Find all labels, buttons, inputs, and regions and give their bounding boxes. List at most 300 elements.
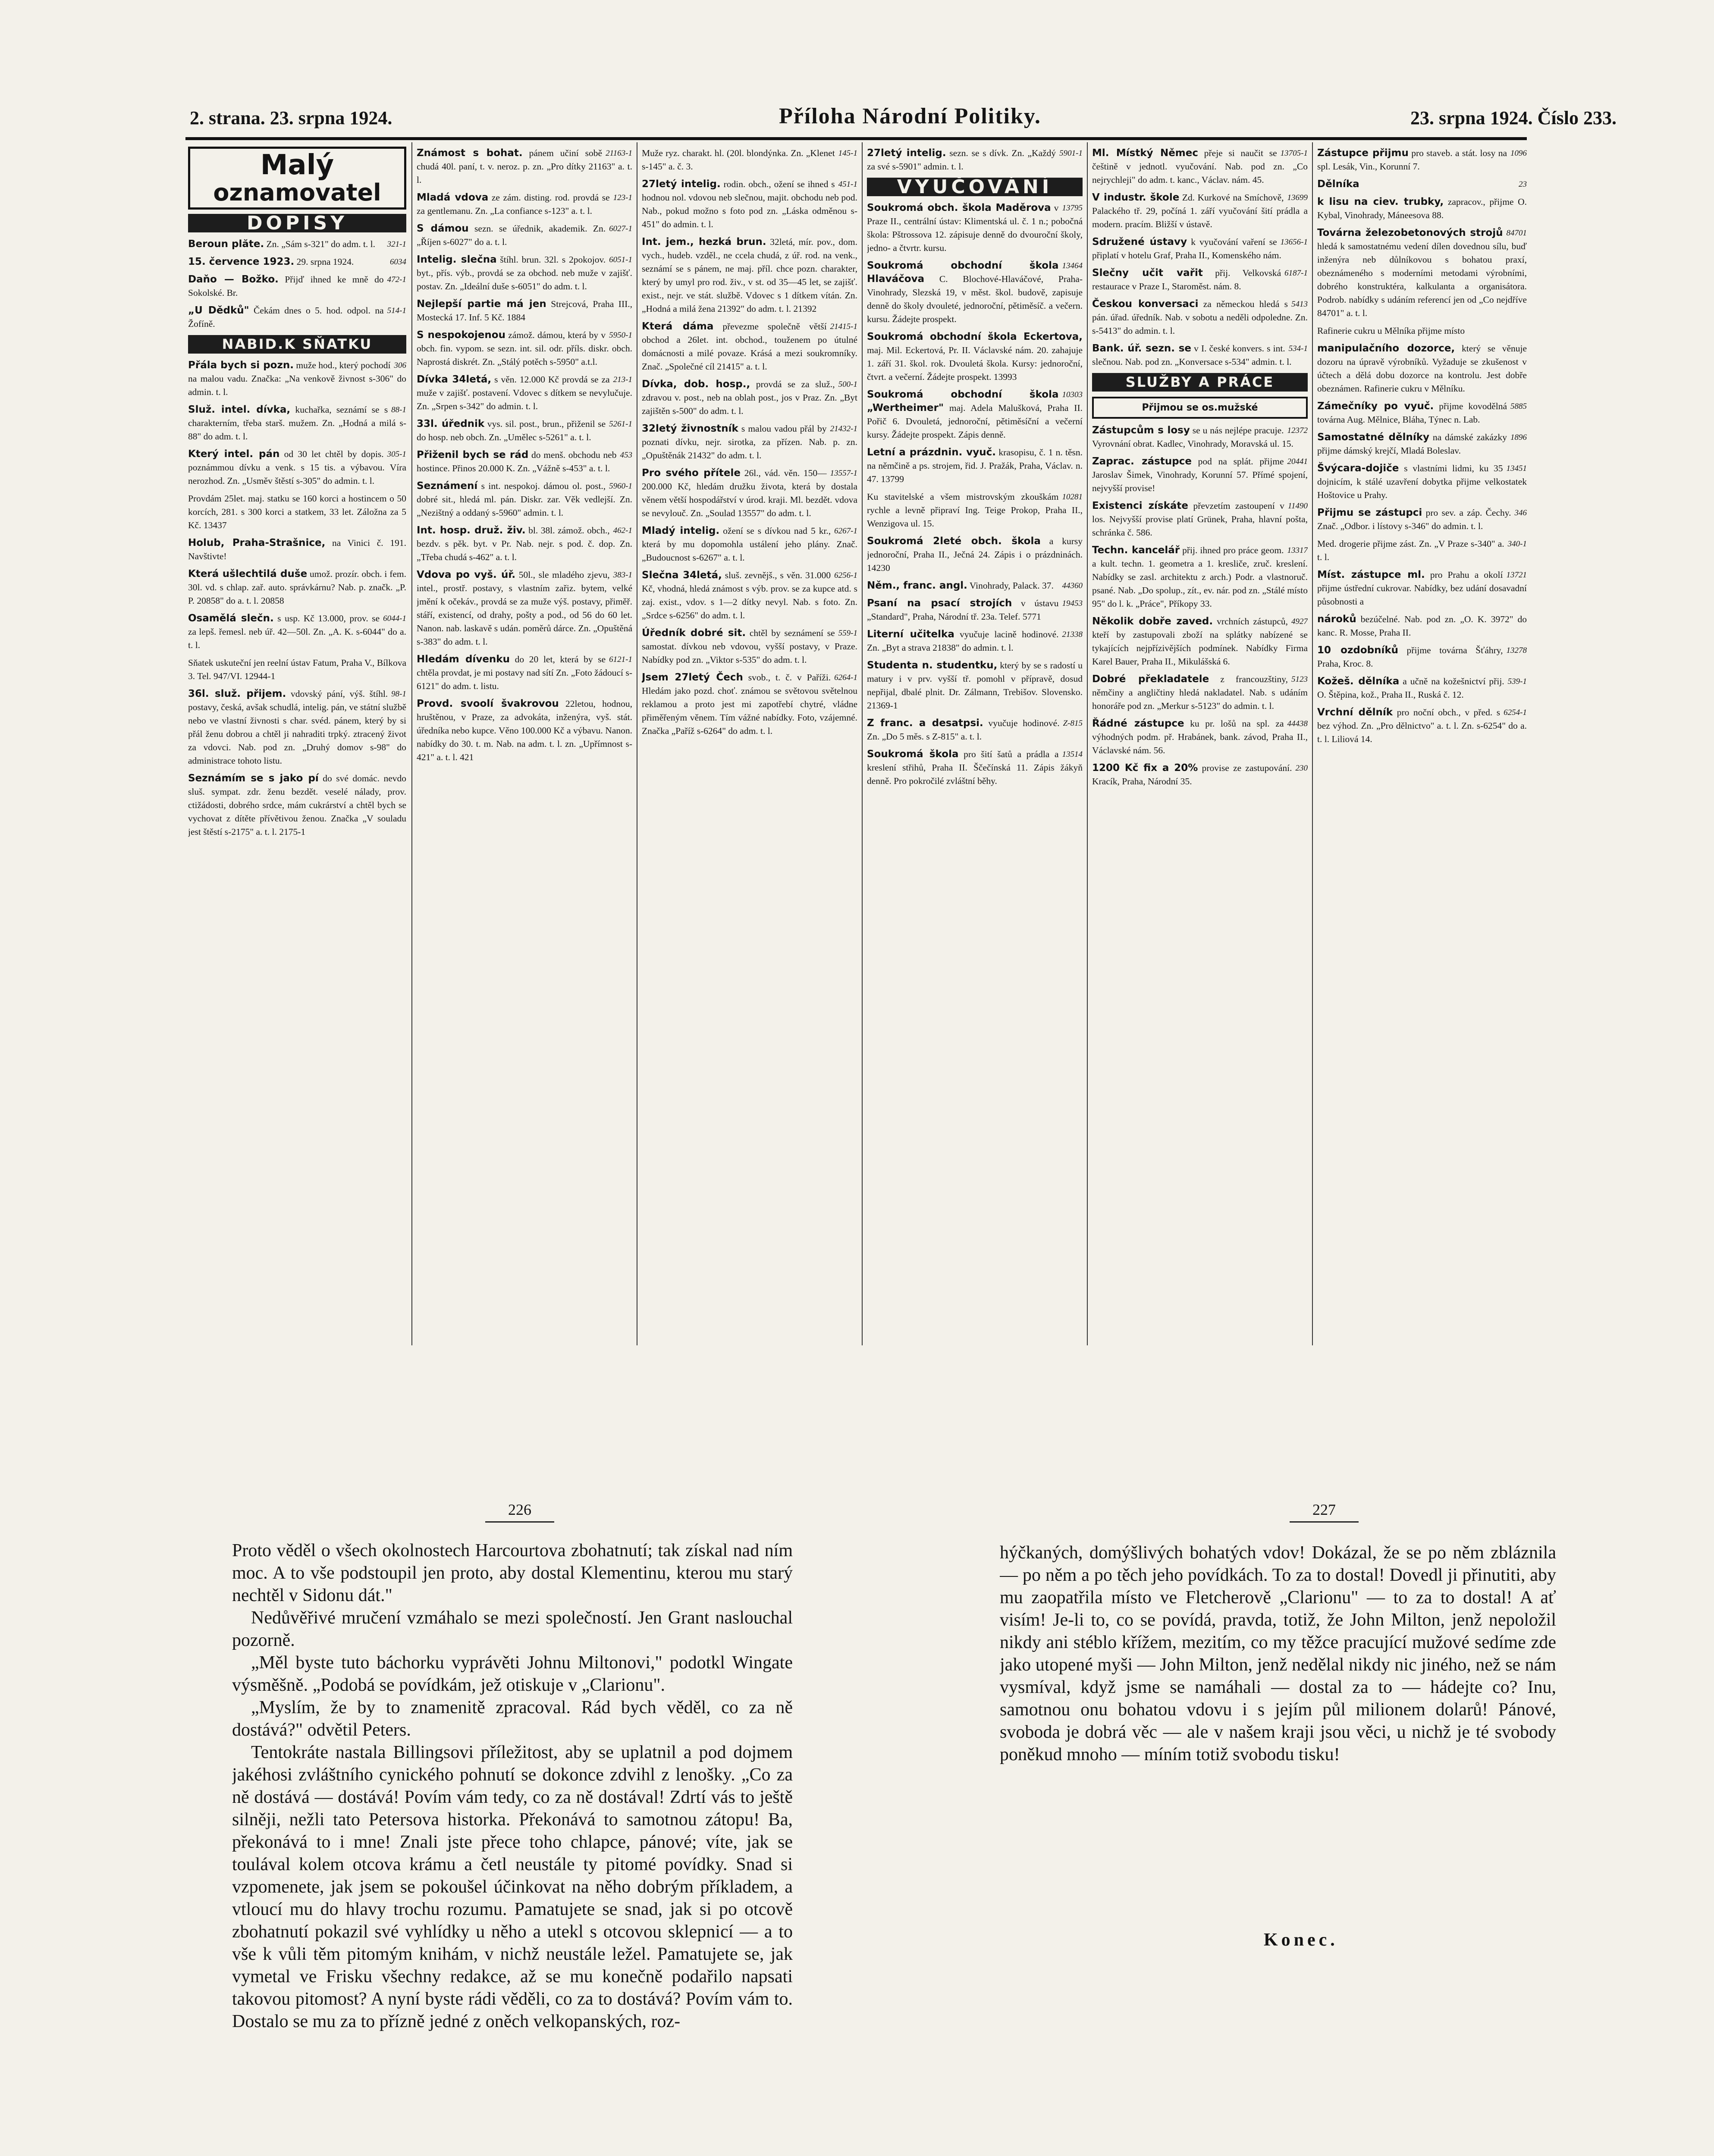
section-heading-vyucovani: VYUČOVÁNÍ — [867, 178, 1083, 196]
classified-ad — [1317, 195, 1527, 222]
ad-code: 383-1 — [613, 570, 632, 580]
ad-text: přijme kovodělná továrna Aug. Mělnice, Bláha, Týnec n. Lab. — [1317, 401, 1507, 425]
ad-heading: Literní učitelka — [867, 629, 954, 640]
logo-line-2: oznamovatel — [213, 179, 381, 206]
ad-heading: Sdružené ústavy — [1092, 236, 1187, 248]
ad-heading: Míst. zástupce ml. — [1317, 569, 1425, 580]
ad-code: Z-815 — [1063, 719, 1083, 728]
classifieds-column-2 — [417, 147, 632, 1345]
ad-list-col4 — [867, 201, 1083, 788]
classifieds-column-1 — [188, 147, 406, 1345]
ad-code: 5261-1 — [609, 420, 632, 429]
ad-text: s věn. 12.000 Kč provdá se za muže v zajišť. postavení. Vdovec s dítkem se nevylučuje. Zn. „Srpen s-342" do admin. t. l. — [417, 374, 632, 411]
ad-heading: Soukromá obchodní škola Eckertova, — [867, 331, 1083, 342]
ad-code: 13656-1 — [1280, 238, 1308, 247]
ad-code: 305-1 — [387, 450, 406, 459]
ad-heading: Úředník dobré sit. — [642, 627, 746, 639]
ad-text: bezúčelné. Nab. pod zn. „O. K. 3972" do kanc. R. Mosse, Praha II. — [1317, 614, 1527, 638]
story-paragraph: „Měl byste tuto báchorku vyprávěti Johnu Miltonovi," podotkl Wingate výsměšně. „Podobá se povídkám, jež otiskuje v „Clarionu". — [232, 1653, 793, 1695]
ad-code: 4927 — [1291, 617, 1308, 626]
ad-text: ožení se s dívkou nad 5 kr., která by mu dopomohla ustálení jeho plány. Znač. „Budoucnost s-6267" a. t. l. — [642, 526, 857, 563]
ad-code: 123-1 — [613, 193, 632, 202]
classified-ad — [642, 378, 857, 418]
classified-ad — [417, 191, 632, 218]
story-paragraph: Nedůvěřivé mručení vzmáhalo se mezi společností. Jen Grant naslouchal pozorně. — [232, 1608, 793, 1650]
classified-ad — [867, 597, 1083, 624]
ad-heading: Ml. Místký Němec — [1092, 147, 1199, 159]
classified-ad — [1092, 298, 1308, 338]
classifieds-column-5 — [1092, 147, 1308, 1345]
ad-code: 13317 — [1287, 546, 1308, 555]
ad-code: 5123 — [1291, 675, 1308, 684]
classified-ad — [867, 259, 1083, 326]
ad-code: 6254-1 — [1504, 708, 1527, 717]
ad-text: Strejcová, Praha III., Mostecká 17. Inf. 5 Kč. 1884 — [417, 299, 632, 323]
ad-heading: „U Dědků" — [188, 305, 249, 316]
classified-ad — [642, 178, 857, 231]
ad-heading: Továrna železobetonových strojů — [1317, 227, 1503, 238]
ad-code: 13451 — [1506, 464, 1527, 473]
ad-text: k vyučování vaření se připlatí v hotelu Graf, Praha II., Komenského nám. — [1092, 237, 1281, 260]
ad-text: provise ze zastupování. Kracík, Praha, Národní 35. — [1092, 763, 1292, 787]
ad-text: z francouzštiny, němčiny a angličtiny hledá nakladatel. Nab. s udáním honoráře pod zn. „Merkur s-5123" do admin. t. l. — [1092, 674, 1308, 711]
classified-ad — [1317, 644, 1527, 671]
classified-ad — [417, 147, 632, 187]
ad-text: přijme továrna Šťáhry, Praha, Kroc. 8. — [1317, 645, 1503, 669]
ad-text: pro sev. a záp. Čechy. Znač. „Odbor. i lístovy s-346" do admin. t. l. — [1317, 508, 1511, 531]
ad-code: 98-1 — [391, 689, 406, 699]
ad-code: 6051-1 — [609, 255, 632, 264]
classified-ad — [188, 567, 406, 608]
ad-heading: Přála bych si pozn. — [188, 360, 294, 371]
ad-heading: Seznámím se s jako pí — [188, 773, 319, 784]
ad-heading: 1200 Kč fix a 20% — [1092, 762, 1198, 774]
ad-code: 21415-1 — [830, 322, 857, 331]
classified-ad — [417, 222, 632, 249]
ad-heading: 10 ozdobníků — [1317, 645, 1399, 656]
ad-heading: Dívka, dob. hosp., — [642, 379, 750, 390]
ad-text: na dámské zakázky přijme dámský krejčí, Mladá Boleslav. — [1317, 432, 1507, 456]
classified-ad — [867, 659, 1083, 712]
classified-ad — [188, 656, 406, 683]
ad-code: 6121-1 — [609, 655, 632, 664]
classified-ad — [1092, 499, 1308, 539]
classified-ad — [1317, 400, 1527, 426]
classified-ad — [867, 579, 1083, 592]
story-paragraph: Tentokráte nastala Billingsovi příležitost, aby se uplatnil a pod dojmem jakéhosi zvláštního cynického pohnutí se dokonce zdvihl z lenošky. „Co za ně dostává — dostává! Povím vám tedy, co za ně dostával! Zdrtí vás to ještě silněji, nežli tato Petersova historka. Překonává to samotnou zátopu! Ba, překonává to i mne! Znali jste přece toho chlapce, pánové; víte, jak se toulával kolem otcova krámu a četl neustále ty pitomé povídky. Snad si vzpomenete, jak jsem se pokoušel účinkovat na něho dobrým příkladem, a vtloucí mu do hlavy trochu rozumu. Pamatujete se snad, jak si po otcově zbohatnutí pokazil své vyhlídky u něho a utekl s otcovou sklepnicí — a to vše k vůli těm pitomým knihám, v nichž neustále ležel. Pamatujete se, jak vymetal ve Frisku všechny redakce, až se mu konečně podařilo napsati takovou pitomost? A nyní byste rádi věděli, co za to dostává? Povím vám to. Dostalo se mu za to přízně jedné z oněch velkopanských, roz- — [232, 1742, 793, 2031]
ad-code: 6027-1 — [609, 224, 632, 233]
ad-code: 20441 — [1287, 457, 1308, 466]
ad-text: s vlastními lidmi, ku 35 dojnicím, k stálé uzavření dobytka přijme velkostatek Hoštovice u Prahy. — [1317, 463, 1527, 500]
classified-ad — [642, 147, 857, 173]
classified-ad — [1092, 544, 1308, 611]
logo-line-1: Malý — [260, 149, 334, 181]
ad-heading: Zámečníky po vyuč. — [1317, 401, 1434, 412]
classified-ad — [417, 524, 632, 564]
ad-heading: Soukromá obchodní škola „Wertheimer" — [867, 389, 1059, 414]
ad-heading: Intelig. slečna — [417, 254, 497, 265]
ad-code: 13464 — [1062, 261, 1083, 270]
ad-text: maj. Adela Malušková, Praha II. Pořič 6. Dvouletá, jednoroční, pětiměsíční a večerní kursy. Žádejte prospekt. Zápis denně. — [867, 403, 1083, 440]
header-right: 23. srpna 1924. Číslo 233. — [1410, 107, 1617, 128]
ad-text: přeje si naučit se češtině v jednotl. vyučování. Nab. pod zn. „Co nejrychleji" do adm. t. kanc., Václav. nám. 45. — [1092, 148, 1308, 185]
ad-code: 44438 — [1287, 719, 1308, 728]
ad-heading: Která ušlechtilá duše — [188, 568, 308, 580]
classified-ad — [1317, 226, 1527, 320]
classified-ad — [1317, 706, 1527, 746]
ad-code: 559-1 — [838, 629, 857, 638]
ad-heading: 33l. úřednik — [417, 418, 485, 429]
section-heading-sluzby: SLUŽBY A PRÁCE — [1092, 373, 1308, 392]
ad-code: 21163-1 — [606, 149, 632, 158]
ad-heading: Samostatné dělníky — [1317, 432, 1430, 443]
ad-text: hledá k samostatnému vedení dílen dovednou sílu, buď inženýra neb důlníkovou s bohatou praxí, obeznámeného s moderními metodami výrobními, dobrého konstruktéra, kalkulanta a organisátora. Podrob. nabídky s udáním referencí jen od „Co nejdříve 84701" a. t. l. — [1317, 241, 1527, 318]
classified-ad — [188, 273, 406, 300]
ad-text: maj. Mil. Eckertová, Pr. II. Václavské nám. 20. zahajuje 1. září 31. škol. rok. Dvouletá škola. Kursy: jednoroční, čtvrt. a večerní. Žádejte prospekt. 13993 — [867, 345, 1083, 382]
column-divider — [411, 142, 412, 1345]
ad-list-col5-a — [1092, 147, 1308, 369]
ad-code: 6267-1 — [834, 526, 857, 536]
ad-code: 6256-1 — [834, 571, 857, 580]
ad-code: 6034 — [390, 257, 406, 266]
ad-code: 453 — [620, 451, 632, 460]
ad-heading: Přiženil bych se rád — [417, 449, 529, 461]
ad-heading: Zástupcům s losy — [1092, 425, 1190, 436]
ad-heading: Slečny učit vařit — [1092, 267, 1203, 279]
classified-ad — [867, 446, 1083, 486]
ad-code: 1896 — [1510, 433, 1527, 442]
ad-text: Zn. „Sám s-321" do adm. t. l. — [266, 239, 376, 249]
story-paragraph: Proto věděl o všech okolnostech Harcourtova zbohatnutí; tak získal nad ním moc. A to vše podstoupil jen proto, aby dostal Klementinu, kterou mu starý nechtěl v Sidonu dát." — [232, 1541, 793, 1605]
ad-code: 13705-1 — [1280, 149, 1308, 158]
ad-code: 21432-1 — [830, 424, 857, 433]
ad-heading: Zaprac. zástupce — [1092, 456, 1192, 467]
ad-text: převezme společně větší obchod a 26let. int. obchod., touženem po útulné domácnosti a milé povaze. Krásá a mezi soukromníky. Znač. „Společné cíl 21415" a. t. l. — [642, 321, 857, 372]
ad-text: vyučuje hodinové. Zn. „Do 5 měs. s Z-815" a. t. l. — [867, 718, 1060, 742]
ad-text: s int. nespokoj. dámou ol. post., dobré sit., hledá ml. pán. Diskr. zar. Věk vedlejší. Zn. „Nezištný a oddaný s-5960" admin. t. l. — [417, 481, 632, 518]
classified-ad — [867, 147, 1083, 173]
ad-heading: Přijmu se zástupci — [1317, 507, 1422, 518]
ad-code: 5413 — [1291, 300, 1308, 309]
ad-code: 514-1 — [387, 306, 406, 315]
ad-text: 50l., sle mladého zjevu, intel., prostř. postavy, s vlastním zařiz. bytem, velké jmění k očekáv., provdá se za muže výš. postavy, přiměř. stáří, existencí, od drahy, pošty a pod., od 56 do 60 let. Nanon. nab. laskavě s udán. poměrů dárce. Zn. „Opuštěná s-383" do adm. t. l. — [417, 570, 632, 647]
ad-text: pro staveb. a stát. losy na spl. Lesák, Vin., Korunní 7. — [1317, 148, 1507, 172]
ad-heading: Mladá vdova — [417, 192, 489, 203]
ad-heading: Soukromá 2leté obch. škola — [867, 536, 1041, 547]
classified-ad — [1092, 717, 1308, 757]
ad-code: 5950-1 — [609, 331, 632, 340]
section-heading-dopisy: DOPISY — [188, 214, 406, 232]
ad-text: bl. 38l. zámož. obch., bezdv. s pěk. byt. v Pr. Nab. nejr. s pod. č. dop. Zn. „Třeba chudá s-462" a. t. l. — [417, 525, 632, 562]
ad-code: 6044-1 — [383, 614, 406, 623]
ad-code: 12372 — [1287, 426, 1308, 435]
ad-code: 13795 — [1062, 204, 1083, 213]
ad-heading: Soukromá škola — [867, 749, 959, 760]
ad-heading: Hledám dívenku — [417, 654, 510, 665]
ad-text: a kursy jednoroční, Praha II., Ječná 24. Zápis i o prázdninách. 14230 — [867, 536, 1083, 573]
ad-heading: Známost s bohat. — [417, 147, 523, 159]
ad-code: 6264-1 — [834, 673, 857, 682]
ad-heading: Int. hosp. druž. živ. — [417, 525, 526, 536]
ad-text: ze zám. disting. rod. provdá se za gentlemanu. Zn. „La confiance s-123" a. t. l. — [417, 192, 610, 216]
ad-heading: Švýcara-dojiče — [1317, 463, 1399, 474]
classified-ad — [642, 422, 857, 462]
ad-text: rodin. obch., ožení se ihned s hodnou nol. vdovou neb slečnou, majit. obchodu neb pod. Nab., pokud možno s foto pod zn. „Láska odměnou s-451" do admin. t. l. — [642, 179, 857, 229]
ad-heading: Která dáma — [642, 321, 714, 332]
ad-text: do menš. obchodu neb hostince. Přinos 20.000 K. Zn. „Vážně s-453" a. t. l. — [417, 450, 617, 473]
ad-list-nabidky — [188, 359, 406, 839]
classified-ad — [867, 748, 1083, 788]
classified-ad — [1317, 324, 1527, 338]
ad-list-dopisy — [188, 238, 406, 331]
ad-code: 306 — [394, 361, 406, 370]
subheading-prijmou: Přijmou se os.mužské — [1092, 397, 1308, 419]
classified-ad — [867, 201, 1083, 255]
ad-code: 321-1 — [387, 240, 406, 249]
ad-heading: Několik dobře zaved. — [1092, 616, 1213, 627]
ad-list-col3 — [642, 147, 857, 738]
ad-list-col2 — [417, 147, 632, 764]
ad-text: vyučuje lacině hodinové. Zn. „Byt a strava 21838" do admin. t. l. — [867, 629, 1059, 653]
ad-heading: Pro svého přítele — [642, 467, 741, 479]
ad-text: 22letou, hodnou, hruštěnou, v Praze, za advokáta, inženýra, vyš. stát. úředníka nebo kupce. Věno 100.000 Kč a výbavu. Nanon. nabídky do 30. t. m. Nab. na adm. t. l. zn. „Upřímnost s-421" a. t. l. 421 — [417, 699, 632, 762]
ad-heading: Českou konversaci — [1092, 298, 1199, 310]
ad-heading: Letní a prázdnin. vyuč. — [867, 447, 996, 458]
ad-heading: Int. jem., hezká brun. — [642, 236, 766, 248]
ad-code: 13278 — [1506, 646, 1527, 655]
ad-text: převzetím zastoupení v los. Nejvyšší provise platí Grünek, Praha, hlavní pošta, schránka č. 586. — [1092, 501, 1308, 538]
classified-ad — [188, 448, 406, 488]
ad-text: ku pr. lošů na spl. za výhodných podm. př. Hrabánek, bank. závod, Praha II., Václavské nám. 56. — [1092, 718, 1308, 755]
ad-code: 6187-1 — [1284, 269, 1308, 278]
maly-oznamovatel-logo — [188, 147, 406, 210]
story-end: Konec. — [1264, 1930, 1338, 1950]
classified-ad — [867, 535, 1083, 575]
ad-text: v I. české konvers. s int. slečnou. Nab. pod zn. „Konversace s-534" admin. t. l. — [1092, 343, 1292, 367]
classified-ad — [1317, 147, 1527, 173]
classifieds-column-4 — [867, 147, 1083, 1345]
ad-heading: Kožeš. dělníka — [1317, 676, 1400, 687]
classified-ad — [867, 330, 1083, 384]
ad-heading: Osamělá slečn. — [188, 613, 274, 624]
story-paragraph: „Myslím, že by to znamenitě zpracoval. Rád bych věděl, co za ně dostává?" odvětil Peters. — [232, 1698, 793, 1740]
ad-text: 32letá, mír. pov., dom. vych., hudeb. vzděl., ne ccela chudá, z úř. rod. na venk., seznámí se s pánem, ne maj. příl. chce pozn. charakter, který by umyl pro rod. živ., v st. od 35—45 let, se zajišť. exist., nejr. ve stát. službě. Vdovec s 1 dítkem vítán. Zn. „Hodná a milá žena 21392" do adm. t. l. 21392 — [642, 237, 857, 314]
ad-heading: Vrchní dělník — [1317, 707, 1393, 718]
ad-code: 23 — [1519, 180, 1527, 189]
ad-text: Vinohrady, Palack. 37. — [969, 580, 1054, 591]
ad-heading: Jsem 27letý Čech — [642, 672, 743, 683]
ad-code: 346 — [1514, 508, 1527, 517]
ad-text: Rafinerie cukru u Mělníka přijme místo — [1317, 326, 1465, 336]
ad-text: Med. drogerie přijme zást. Zn. „V Praze s-340" a. t. l. — [1317, 539, 1504, 562]
ad-text: který se věnuje dozoru na úpravě výrobníků. Vyžaduje se zkušenost v účtech a dělá dobu dozorce na kontrolu. Jest dobře obeznámen. Rafinerie cukru v Mělníku. — [1317, 343, 1527, 394]
ad-text: umož. prozír. obch. i fem. 30l. vd. s chlap. zař. auto. správkárnu? Nab. p. značk. „P. P. 20858" do a. t. l. 20858 — [188, 569, 406, 606]
header-title: Příloha Národní Politiky. — [779, 104, 1042, 128]
classified-ad — [1092, 615, 1308, 668]
ad-heading: Zástupce přijmu — [1317, 147, 1409, 159]
classified-ad — [1092, 761, 1308, 788]
ad-text: přij. ihned pro práce geom. a kult. techn. 1. geometra a 1. kresliče, zruč. kreslení. Nabídky se zasl. architektu z arch.) Podr. a vlastnoruč. psané. Nab. „Do spolup., zít., ev. nár. pod zn. „Stálé místo 95" do l. k. „Práce", Příkopy 33. — [1092, 545, 1308, 609]
ad-text: pánem učiní sobě chudá 40l. paní, t. v. neroz. p. zn. „Pro dítky 21163" a. t. l. — [417, 148, 632, 185]
ad-text: štíhl. brun. 32l. s 2pokojov. byt., přís. výb., provdá se za obchod. neb muže v zajišť. postav. Zn. „Ideální duše s-6051" do adm. t. l. — [417, 254, 632, 291]
ad-heading: Techn. kancelář — [1092, 545, 1180, 556]
ad-heading: k lisu na ciev. trubky, — [1317, 196, 1444, 207]
ad-code: 213-1 — [613, 375, 632, 384]
story-column-left — [232, 1539, 793, 2156]
ad-heading: S dámou — [417, 223, 469, 234]
ad-heading: 32letý živnostník — [642, 423, 738, 434]
classified-ad — [1317, 537, 1527, 564]
classified-ad — [867, 717, 1083, 743]
ad-text: přij. Velkovská restaurace v Praze I., Staroměst. nám. 8. — [1092, 268, 1281, 291]
classified-ad — [417, 479, 632, 520]
ad-text: od 30 let chtěl by dopis. poznámmou dívku a venk. s 15 tis. a výbavou. Víra nerozhod. Zn. „Usměv štěstí s-305" do admin. t. l. — [188, 449, 406, 486]
classified-ad — [642, 671, 857, 738]
ad-code: 145-1 — [838, 149, 857, 158]
ad-heading: Daňo — Božko. — [188, 274, 279, 285]
ad-text: pro Prahu a okolí přijme ústřední cukrovar. Nabídky, bez udání dosavadní působnosti a — [1317, 570, 1527, 607]
classified-ad — [1092, 342, 1308, 369]
ad-text: vys. sil. post., brun., přiženil se do hosp. neb obch. Zn. „Umělec s-5261" a. t. l. — [417, 419, 606, 442]
classified-ad — [1092, 424, 1308, 451]
ad-heading: Služ. intel. dívka, — [188, 404, 291, 415]
ad-heading: Holub, Praha-Strašnice, — [188, 537, 326, 548]
ad-heading: Který intel. pán — [188, 448, 280, 460]
classified-ad — [1317, 675, 1527, 702]
classified-ad — [1317, 568, 1527, 608]
ad-heading: Dělníka — [1317, 179, 1359, 190]
ad-text: do své domác. nevdo sluš. sympat. zdr. ženu bezdět. veselé nálady, prov. ctižádosti, dobrého srdce, mám cukrárství a chtěl bych se vychovat z dítěte přívětivou ženou. Značka „V souladu jest štěstí s-2175" a. t. l. 2175-1 — [188, 773, 406, 837]
ad-code: 534-1 — [1288, 344, 1308, 353]
column-divider — [862, 142, 863, 1345]
ad-text: svob., t. č. v Paříži. Hledám jako pozd. choť. známou se světovou světelnou reklamou a proto jest mi zapotřebí chytré, vládne přiměřeným věnem. Tím vážné nabídky. Foto, vzájemné. Značka „Paříž s-6264" do adm. t. l. — [642, 672, 857, 736]
ad-text: v ústavu „Standard", Praha, Národní tř. 23a. Telef. 5771 — [867, 598, 1059, 622]
ad-heading: Vdova po vyš. úř. — [417, 569, 516, 580]
ad-text: pro šití šatů a prádla a kreslení střihů, Praha II. Ščečínská 11. Zápis žákyň denně. Pro pokročilé zvláštní běhy. — [867, 749, 1083, 786]
ad-code: 10281 — [1062, 492, 1083, 501]
ad-text: provdá se za služ., zdravou v. post., neb na oblah post., jos v Praz. Zn. „Byt zajištěn s-500" do adm. t. l. — [642, 379, 857, 416]
ad-heading: nároků — [1317, 614, 1356, 625]
classified-ad — [188, 772, 406, 839]
story-column-right — [1000, 1542, 1556, 1878]
ad-heading: Něm., franc. angl. — [867, 580, 967, 591]
ad-code: 539-1 — [1507, 677, 1527, 686]
ad-code: 451-1 — [838, 180, 857, 189]
ad-heading: Dívka 34letá, — [417, 374, 492, 385]
classified-ad — [1092, 235, 1308, 262]
classified-ad — [188, 492, 406, 532]
classified-ad — [642, 320, 857, 373]
ad-list-col5-b — [1092, 424, 1308, 788]
ad-list-col6 — [1317, 147, 1527, 746]
ad-code: 5885 — [1510, 402, 1527, 411]
ad-code: 21338 — [1062, 630, 1083, 639]
header-rule — [185, 137, 1527, 140]
ad-code: 462-1 — [613, 526, 632, 535]
ad-text: pod na splát. přijme Jaroslav Šimek, Vinohrady, Korunní 57. Přímé spojení, nejvyšší provise! — [1092, 456, 1308, 493]
ad-text: Provdám 25let. maj. statku se 160 korci a hostincem o 50 korcích, 281. s 300 korci a statkem, 33 let. Záložna za 5 Kč. 13437 — [188, 493, 406, 530]
classified-ad — [188, 612, 406, 652]
classified-ad — [642, 467, 857, 520]
ad-code: 13721 — [1506, 570, 1527, 580]
classified-ad — [642, 627, 857, 667]
ad-text: v Praze II., centrální ústav: Klimentská ul. č. 1 n.; pobočná škola: Pštrossova 12. zápisuje denně do dvouroční školy, jedno- a čtvrtr. kursu. — [867, 203, 1083, 253]
ad-heading: V industr. škole — [1092, 192, 1180, 203]
classified-ad — [1092, 191, 1308, 231]
ad-text: a učně na kožešnictví přij. O. Štěpina, kož., Praha II., Ruská č. 12. — [1317, 676, 1504, 700]
story-paragraph: hýčkaných, domýšlivých bohatých vdov! Dokázal, že se po něm zbláznila — po něm a po těch jeho povídkách. To za to dostal! Dovedl ji přinutiti, aby mu zaopatřila místo ve Fletcherově „Clarionu" — to za to dostal! A ať visím! Je-li to, co se povídá, pravda, totiž, že John Milton, jenž nepoložil nikdy ani stéblo křížem, mezitím, co my těžce pracující mužové sedíme zde jako utopené myši — John Milton, jenž nedělal nikdy nic jiného, než se nám vysmíval, když jsme se namáhali — dostal za to — hádejte co? Inu, samotnou onu bohatou vdovu i s jejím půl milionem dolarů! Pánové, svoboda je dobrá věc — ale v našem kraji jsou věci, u nichž je té svobody poněkud mnoho — míním totiž svobodu tisku! — [1000, 1543, 1556, 1764]
classified-ad — [417, 653, 632, 693]
ad-code: 84701 — [1506, 229, 1527, 238]
ad-text: vdovský pání, výš. štíhl. postavy, česká, avšak schudlá, intelig. pán, ve státní službě nebo ve vlastní živnosti s char. svéd. pánem, který by si přál ženu dobrou a chtěl ji nahraditi trpký. ztracený život za vdovci. Nab. pod zn. „Druhý domov s-98" do administrace tohoto listu. — [188, 689, 406, 766]
ad-code: 88-1 — [391, 405, 406, 414]
classified-ad — [1317, 462, 1527, 502]
ad-text: Sňatek uskuteční jen reelní ústav Fatum, Praha V., Bílkova 3. Tel. 947/VI. 12944-1 — [188, 658, 406, 681]
page-number-right: 227 — [1290, 1501, 1359, 1523]
classifieds-column-6 — [1317, 147, 1527, 1345]
classified-ad — [642, 524, 857, 564]
ad-text: zapracov., přijme O. Kybal, Vinohrady, Máneesova 88. — [1317, 197, 1527, 220]
ad-text: sezn. se úřednik, akademik. Zn. „Říjen s-6027" do a. t. l. — [417, 223, 606, 247]
classified-ad — [1092, 266, 1308, 293]
ad-text: Přijď ihned ke mně do Sokolské. Br. — [188, 274, 384, 298]
classified-ad — [1317, 178, 1527, 191]
column-divider — [1312, 142, 1313, 1345]
ad-heading: Soukromá obch. škola Maděrova — [867, 202, 1051, 213]
classified-ad — [1092, 147, 1308, 187]
classified-ad — [1092, 455, 1308, 495]
ad-code: 230 — [1295, 764, 1308, 773]
classified-ad — [1317, 506, 1527, 533]
classified-ad — [1092, 673, 1308, 713]
ad-text: sluš. zevnějš., s věn. 31.000 Kč, vhodná, hledá známost s výb. prov. se za kupce atd. s zaj. exist., vdov. s 1—2 dítky nevyl. Nab. s foto. Zn. „Srdce s-6256" do adm. t. l. — [642, 570, 857, 620]
classified-ad — [1317, 431, 1527, 458]
classified-ad — [417, 298, 632, 324]
ad-code: 44360 — [1062, 581, 1083, 590]
ad-text: zámož. dámou, která by v obch. fin. vypom. se sezn. int. sil. odr. příls. diskr. obch. Naprostá diskrét. Zn. „Stálý potěch s-5950" a.t.l. — [417, 330, 632, 367]
classifieds-column-3 — [642, 147, 857, 1345]
ad-text: pro noční obch., v před. s bez výhod. Zn. „Pro dělnictvo" a. t. l. Zn. s-6254" do a. t. l. Liliová 14. — [1317, 707, 1527, 744]
ad-heading: Studenta n. studentku, — [867, 660, 998, 671]
ad-heading: Beroun plăte. — [188, 238, 264, 250]
ad-heading: S nespokojenou — [417, 329, 505, 341]
ad-heading: Slečna 34letá, — [642, 570, 722, 581]
page-number-left: 226 — [485, 1501, 554, 1523]
ad-text: na Vinici č. 191. Navštivte! — [188, 538, 406, 561]
classified-ad — [417, 697, 632, 764]
ad-text: Ku stavitelské a všem mistrovským zkouškám rychle a levně připraví Ing. Teige Prokop, Praha II., Wenzigova ul. 15. — [867, 492, 1083, 529]
classified-ad — [188, 403, 406, 443]
ad-heading: Řádné zástupce — [1092, 718, 1184, 729]
ad-code: 13699 — [1287, 193, 1308, 202]
ad-code: 13514 — [1062, 750, 1083, 759]
ad-text: 29. srpna 1924. — [296, 257, 354, 267]
classified-ad — [867, 388, 1083, 442]
ad-text: za německou hledá s pán. úřad. úředník. Nab. v sobotu a neděli odpoledne. Zn. s-5413" do admin. t. l. — [1092, 299, 1308, 336]
ad-text: s malou vadou přál by poznati dívku, nejr. sirotka, za přízen. Nab. p. zn. „Opuštěnák 21432" do adm. t. l. — [642, 423, 857, 461]
ad-text: krasopisu, č. 1 n. těsn. na němčině a ps. strojem, řid. J. Pražák, Praha, Václav. n. 47. 13799 — [867, 447, 1083, 484]
classified-ad — [1317, 613, 1527, 639]
ad-text: 26l., vád. věn. 150—200.000 Kč, hledám družku života, která by dostala věnem větší hospodářství v úrod. kraji. Ml. bezdět. vdova se nevylouč. Zn. „Soulad 13557" do adm. t. l. — [642, 468, 857, 518]
ad-code: 1096 — [1510, 149, 1527, 158]
classified-ad — [188, 536, 406, 563]
ad-heading: Provd. svoolí švakrovou — [417, 698, 559, 709]
ad-text: do 20 let, která by se chtěla provdat, je mi postavy nad sítí Zn. „Foto žádoucí s-6121" do adm. t. listu. — [417, 654, 632, 691]
classified-ad — [188, 687, 406, 768]
ad-text: kuchařka, seznámí se s charakterním, třeba starš. mužem. Zn. „Hodná a milá s-88" do adm. t. l. — [188, 404, 406, 442]
ad-heading: Seznámení — [417, 480, 478, 492]
classified-ad — [1317, 342, 1527, 395]
